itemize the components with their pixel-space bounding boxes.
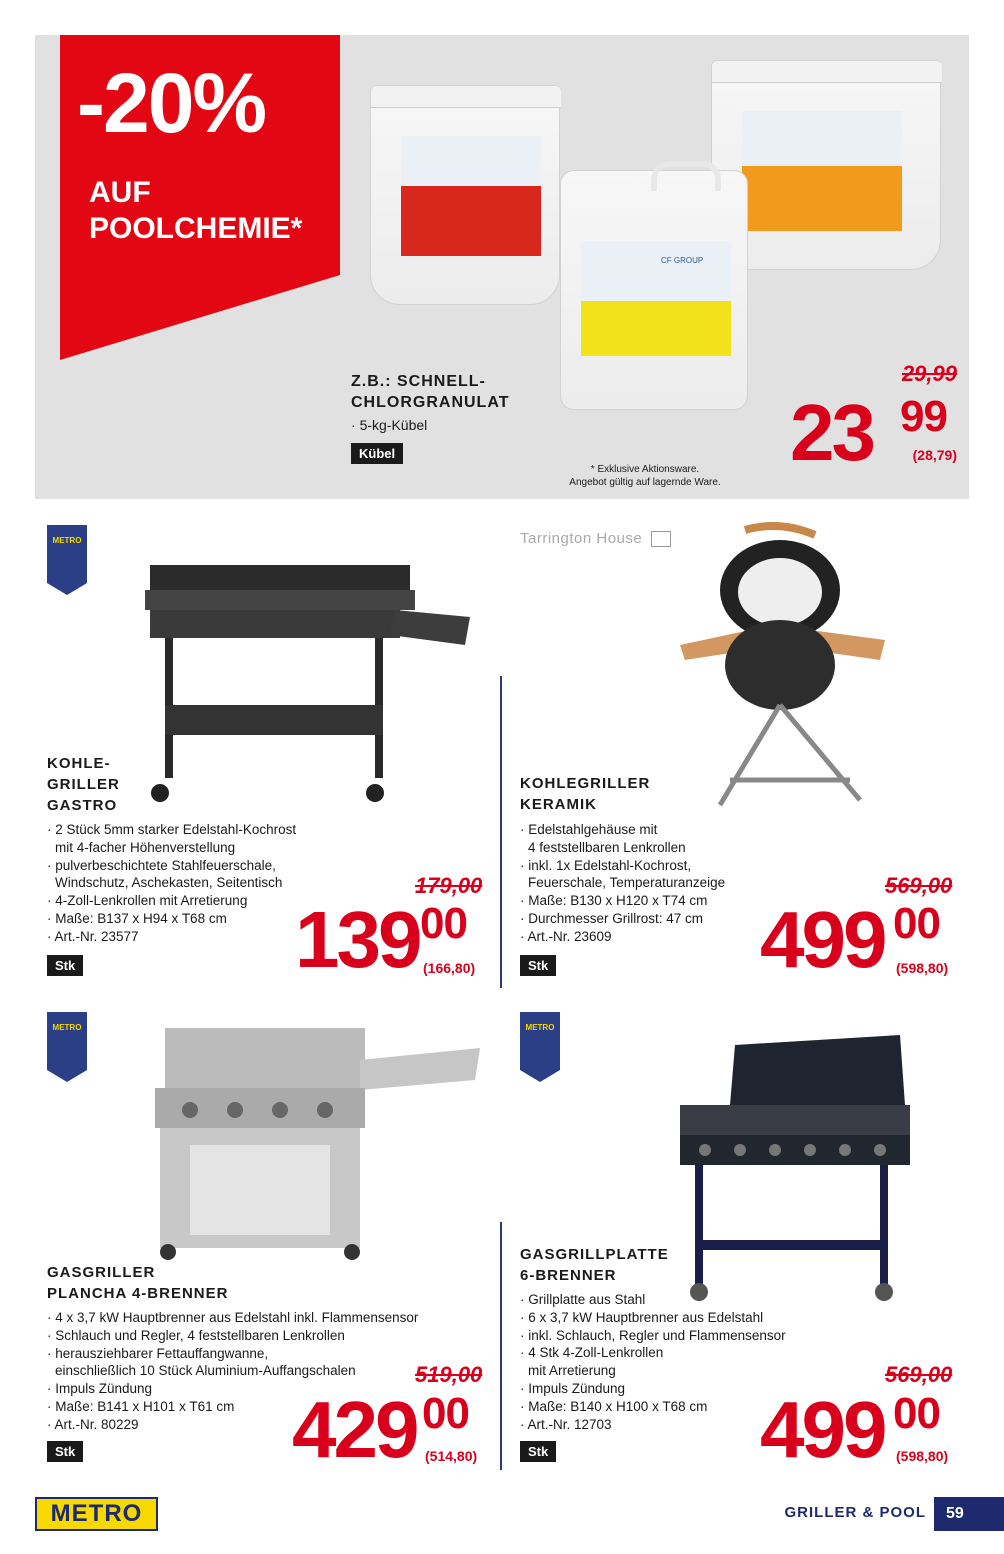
price-main: 499 [760, 895, 885, 984]
feature-item: · Maße: B141 x H101 x T61 cm [47, 1398, 487, 1416]
price-cents: 00 [893, 1389, 940, 1438]
feature-item: mit Arretierung [528, 1363, 616, 1379]
footnote-line-1: * Exklusive Aktionsware. [590, 464, 700, 475]
product-features-2 [520, 821, 770, 946]
feature-item: Windschutz, Aschekasten, Seitentisch [55, 875, 283, 891]
unit-badge: Stk [47, 955, 83, 976]
feature-item: · Art.-Nr. 80229 [47, 1416, 487, 1434]
badge-text: METRO [52, 1023, 82, 1032]
tarrington-house-logo [520, 530, 671, 547]
metro-professional-badge-1 [47, 525, 87, 595]
feature-item: · Durchmesser Grillrost: 47 cm [520, 910, 770, 928]
title-line-1: Z.B.: SCHNELL- [351, 373, 486, 390]
title-line: 6-BRENNER [520, 1267, 617, 1284]
feature-item: · Maße: B130 x H120 x T74 cm [520, 892, 770, 910]
price-block-2 [760, 895, 960, 985]
metro-logo [35, 1497, 158, 1531]
feature-item: · Art.-Nr. 12703 [520, 1416, 820, 1434]
old-price-3: 519,00 [415, 1362, 483, 1387]
product-image-gasgrillplatte [660, 1020, 970, 1310]
feature-item: Feuerschale, Temperaturanzeige [528, 875, 726, 891]
badge-text: METRO [525, 1023, 555, 1032]
product-unit-4-wrap [520, 1441, 556, 1462]
price-main: 139 [295, 895, 420, 984]
feature-item: · pulverbeschichtete Stahlfeuerschale, [47, 857, 347, 875]
price-cents: 00 [893, 899, 940, 948]
brand-logo-text: Tarrington House [520, 530, 643, 547]
feature-item: · herausziehbarer Fettauffangwanne, [47, 1345, 487, 1363]
price-main: 23 [790, 388, 873, 477]
headline-line-1: AUF [89, 176, 151, 209]
banner-product-title [351, 371, 509, 413]
price-gross: (514,80) [425, 1448, 478, 1464]
feature-item: · Art.-Nr. 23609 [520, 928, 770, 946]
banner-unit-wrap [351, 443, 403, 464]
feature-item: · inkl. 1x Edelstahl-Kochrost, [520, 857, 770, 875]
feature-item: mit 4-facher Höhenverstellung [55, 839, 236, 855]
product-image-gasgriller-plancha [130, 1020, 490, 1260]
chlorine-canister [560, 170, 748, 410]
feature-item: · Impuls Zündung [47, 1380, 487, 1398]
footer-category: GRILLER & POOL [784, 1504, 926, 1521]
price-block [787, 388, 957, 477]
bullet-text: 5-kg-Kübel [359, 417, 428, 433]
column-divider-bottom [500, 1222, 502, 1470]
price-cents: 99 [900, 392, 947, 441]
metro-logo-text: METRO [50, 1500, 143, 1527]
feature-item: · 6 x 3,7 kW Hauptbrenner aus Edelstahl [520, 1309, 820, 1327]
price-cents: 00 [420, 899, 467, 948]
title-line: GASTRO [47, 797, 118, 814]
product-title-1 [47, 753, 120, 816]
house-icon [651, 531, 671, 547]
discount-headline [89, 175, 302, 247]
price-cents: 00 [422, 1389, 469, 1438]
product-unit-3-wrap [47, 1441, 83, 1462]
product-title-2 [520, 773, 650, 815]
price-block-4 [760, 1385, 960, 1475]
product-unit-1-wrap [47, 955, 83, 976]
old-price-4: 569,00 [885, 1362, 953, 1387]
title-line: KOHLEGRILLER [520, 775, 651, 792]
feature-item: · Edelstahlgehäuse mit [520, 821, 770, 839]
price-gross: (598,80) [896, 960, 949, 976]
bucket-brand-logo: CF GROUP [661, 256, 704, 265]
feature-item: · 4 Stk 4-Zoll-Lenkrollen [520, 1344, 820, 1362]
footnote-line-2: Angebot gültig auf lagernde Ware. [569, 477, 721, 488]
feature-item: · Schlauch und Regler, 4 feststellbaren Lenkrollen [47, 1327, 487, 1345]
price-block-3 [292, 1385, 490, 1475]
product-title-4 [520, 1244, 669, 1286]
title-line: PLANCHA 4-BRENNER [47, 1285, 229, 1302]
metro-professional-badge-3 [520, 1012, 560, 1082]
badge-text: METRO [52, 536, 82, 545]
feature-item: · 2 Stück 5mm starker Edelstahl-Kochrost [47, 821, 347, 839]
unit-badge: Stk [520, 1441, 556, 1462]
title-line: GRILLER [47, 776, 120, 793]
product-image-kohlegriller-gastro [120, 555, 480, 805]
title-line: KOHLE- [47, 755, 111, 772]
unit-badge: Kübel [351, 443, 403, 464]
feature-item: · 4-Zoll-Lenkrollen mit Arretierung [47, 892, 347, 910]
title-line: KERAMIK [520, 796, 597, 813]
discount-percent: -20% [77, 56, 266, 150]
feature-item: · Maße: B140 x H100 x T68 cm [520, 1398, 820, 1416]
price-main: 429 [292, 1385, 417, 1474]
chlorine-bucket-large [370, 85, 560, 305]
price-block-1 [295, 895, 490, 985]
title-line-2: CHLORGRANULAT [351, 394, 510, 411]
feature-item: · Art.-Nr. 23577 [47, 928, 347, 946]
page-number: 59 [934, 1497, 1004, 1531]
product-title-3 [47, 1262, 228, 1304]
feature-item: · Impuls Zündung [520, 1380, 820, 1398]
banner-bullet: · 5-kg-Kübel [351, 417, 428, 433]
feature-item: 4 feststellbaren Lenkrollen [528, 839, 686, 855]
feature-item: · Maße: B137 x H94 x T68 cm [47, 910, 347, 928]
price-gross: (28,79) [912, 447, 957, 463]
banner-footnote [545, 463, 745, 489]
column-divider-top [500, 676, 502, 988]
feature-item: · inkl. Schlauch, Regler und Flammensensor [520, 1327, 820, 1345]
old-price-1: 179,00 [415, 873, 483, 898]
unit-badge: Stk [520, 955, 556, 976]
feature-item: einschließlich 10 Stück Aluminium-Auffangschalen [55, 1363, 356, 1379]
product-unit-2-wrap [520, 955, 556, 976]
price-gross: (166,80) [423, 960, 476, 976]
title-line: GASGRILLER [47, 1264, 156, 1281]
old-price: 29,99 [901, 361, 957, 386]
price-gross: (598,80) [896, 1448, 949, 1464]
feature-item: · Grillplatte aus Stahl [520, 1291, 820, 1309]
unit-badge: Stk [47, 1441, 83, 1462]
title-line: GASGRILLPLATTE [520, 1246, 669, 1263]
feature-item: · 4 x 3,7 kW Hauptbrenner aus Edelstahl inkl. Flammensensor [47, 1309, 487, 1327]
old-price-2: 569,00 [885, 873, 953, 898]
headline-line-2: POOLCHEMIE* [89, 212, 303, 245]
price-main: 499 [760, 1385, 885, 1474]
product-image-kohlegriller-keramik [670, 520, 970, 820]
promo-banner [35, 35, 969, 499]
metro-professional-badge-2 [47, 1012, 87, 1082]
